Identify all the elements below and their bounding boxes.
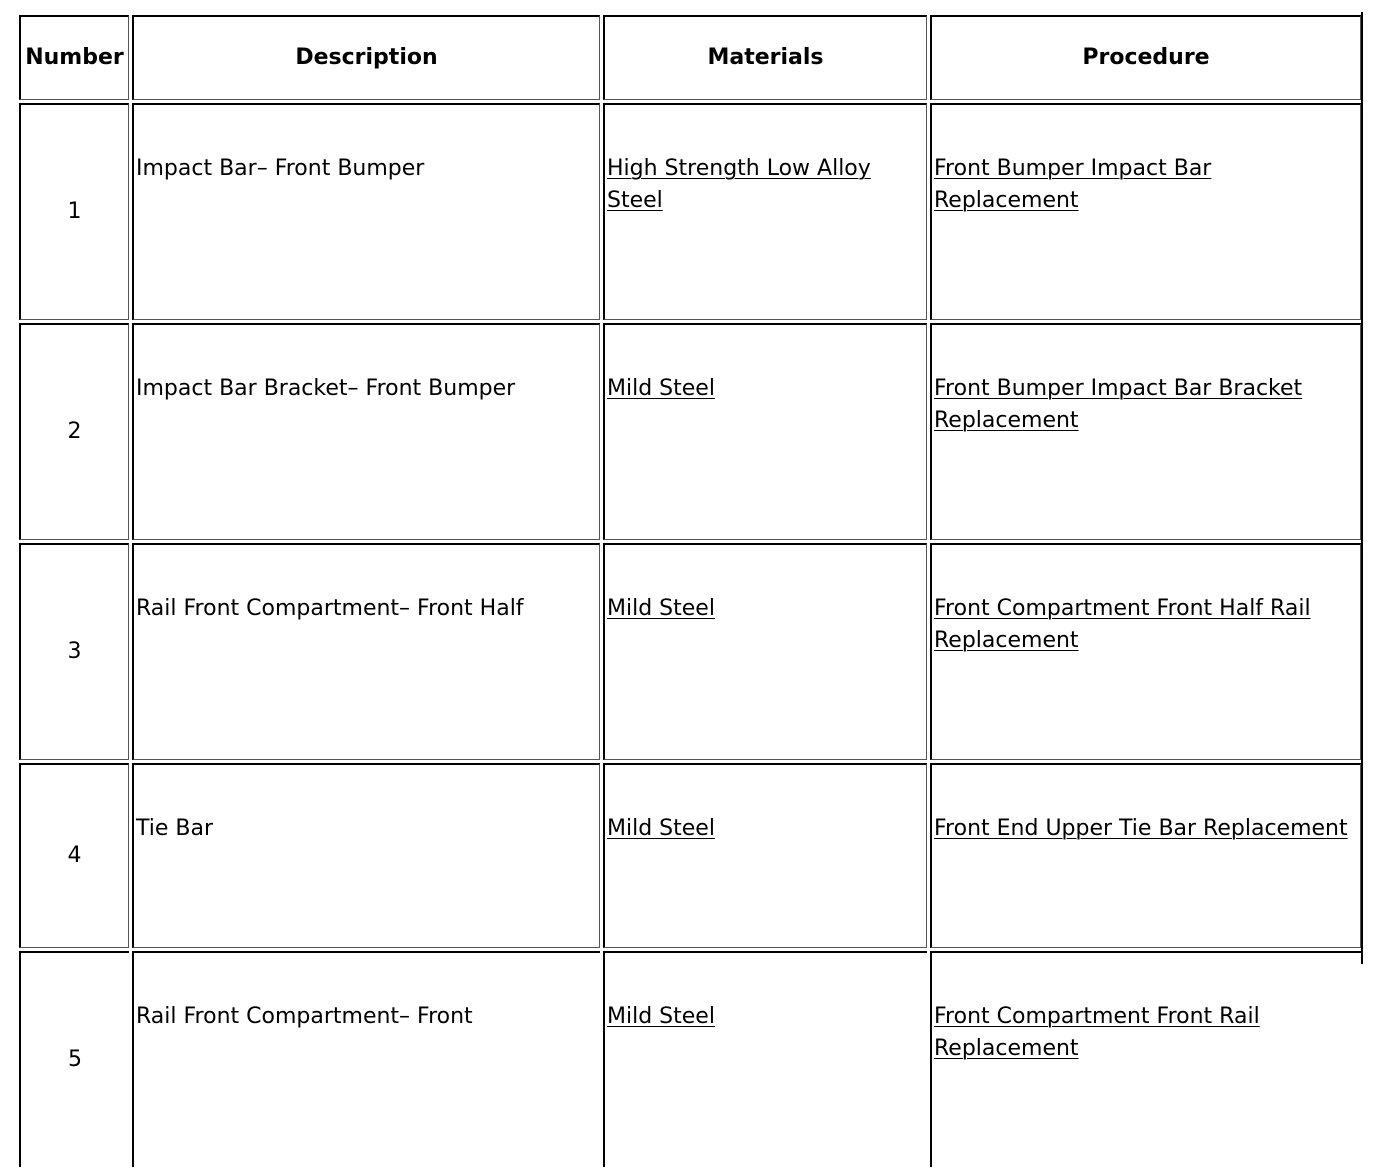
row-procedure: [930, 951, 1361, 1167]
header-materials: Materials: [603, 15, 927, 100]
row-number: 4: [19, 763, 129, 948]
header-description: Description: [132, 15, 600, 100]
row-number: 5: [19, 951, 129, 1167]
row-material: [603, 103, 927, 320]
material-link[interactable]: Mild Steel: [607, 376, 715, 401]
row-description: Tie Bar: [132, 763, 600, 948]
row-material: [603, 951, 927, 1167]
material-link[interactable]: High Strength Low Alloy Steel: [607, 156, 871, 213]
row-material: [603, 323, 927, 540]
row-procedure: [930, 103, 1361, 320]
procedure-link[interactable]: Front Bumper Impact Bar Replacement: [934, 156, 1212, 213]
parts-table: [16, 12, 1364, 1170]
row-description: Rail Front Compartment– Front Half: [132, 543, 600, 760]
row-description: Rail Front Compartment– Front: [132, 951, 600, 1167]
procedure-link[interactable]: Front End Upper Tie Bar Replacement: [934, 816, 1348, 841]
table-row: [19, 951, 1361, 1167]
table-row: [19, 323, 1361, 540]
row-description: Impact Bar Bracket– Front Bumper: [132, 323, 600, 540]
table-row: [19, 103, 1361, 320]
table-row: [19, 543, 1361, 760]
material-link[interactable]: Mild Steel: [607, 1004, 715, 1029]
row-material: [603, 543, 927, 760]
row-procedure: [930, 323, 1361, 540]
row-number: 1: [19, 103, 129, 320]
material-link[interactable]: Mild Steel: [607, 816, 715, 841]
procedure-link[interactable]: Front Compartment Front Rail Replacement: [934, 1004, 1260, 1061]
header-row: [19, 15, 1361, 100]
material-link[interactable]: Mild Steel: [607, 596, 715, 621]
procedure-link[interactable]: Front Bumper Impact Bar Bracket Replacement: [934, 376, 1303, 433]
header-procedure: Procedure: [930, 15, 1361, 100]
row-description: Impact Bar– Front Bumper: [132, 103, 600, 320]
row-number: 2: [19, 323, 129, 540]
procedure-link[interactable]: Front Compartment Front Half Rail Replacement: [934, 596, 1311, 653]
table-row: [19, 763, 1361, 948]
header-number: Number: [19, 15, 129, 100]
row-procedure: [930, 543, 1361, 760]
row-material: [603, 763, 927, 948]
row-procedure: [930, 763, 1361, 948]
row-number: 3: [19, 543, 129, 760]
